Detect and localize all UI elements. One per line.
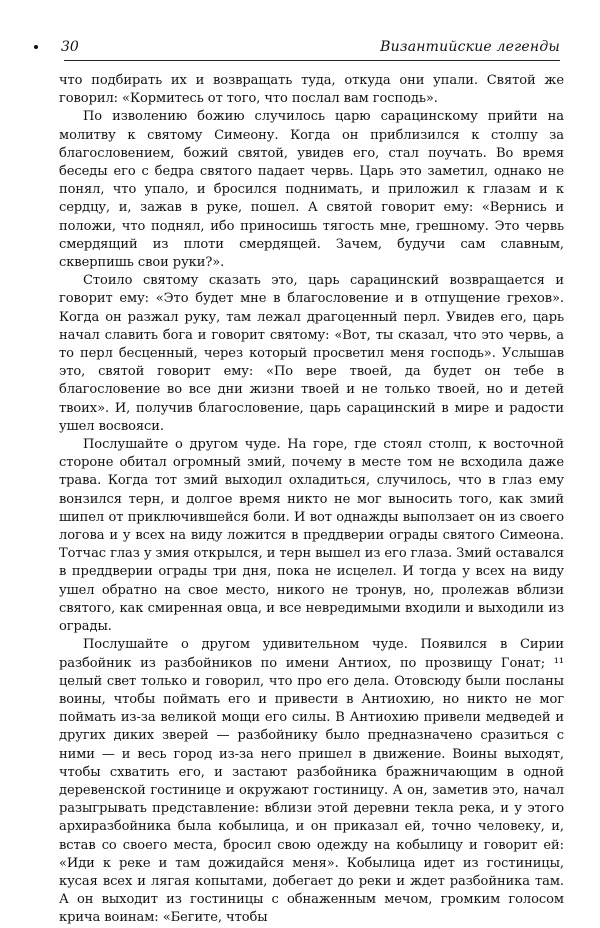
- page-number: 30: [61, 39, 79, 55]
- paragraph-serpent: Послушайте о другом чуде. На горе, где стоял столп, к восточной стороне обитал огромный змий, почему в месте том не всходила даже трава. Когда тот змий выходил охладиться, случилось, что в глаз ему вонзился терн, и долгое время никто не мог выносить того, как змий шипел от приключившейся боли. И вот однажды выползает он из своего логова и у всех на виду ложится в преддверии ограды святого Симеона. Тотчас глаз у змия открылся, и терн вышел из его глаза. Змий оставался в преддверии ограды три дня, пока не исцелел. И тогда у всех на виду ушел обратно на свое место, никого не тронув, но, пролежав вблизи святого, как смиренная овца, и все невредимыми входили и выходили из ограды.: [59, 437, 564, 635]
- header-rule: [64, 60, 560, 61]
- paragraph-tsar-and-worm: По изволению божию случилось царю сарацинскому прийти на молитву к святому Симеону. Когда он приблизился к столпу за благословением, божий святой, увидев его, стал поучать. Во время беседы его с бедра святого падает червь. Царь это заметил, однако не понял, что упало, и бросился поднимать, и приложил к глазам и к сердцу, и, зажав в руке, пошел. А святой говорит ему: «Вернись и положи, что поднял, ибо приносишь тягость мне, грешному. Это червь смердящий из плоти смердящей. Зачем, будучи сам славным, скверпишь свои руки?».: [59, 109, 564, 271]
- running-head: [34, 38, 560, 62]
- margin-bullet: [34, 45, 38, 49]
- paragraph-continuation: что подбирать их и возвращать туда, откуда они упали. Святой же говорил: «Кормитесь от того, что послал вам господь».: [59, 73, 564, 107]
- paragraph-pearl: Стоило святому сказать это, царь сарацинский возвращается и говорит ему: «Это будет мне в благословение и в отпущение грехов». Когда он разжал руку, там лежал драгоценный перл. Увидев его, царь начал славить бога и говорит святому: «Вот, ты сказал, что это червь, а то перл бесценный, через который просветил меня господь». Услышав это, святой говорит ему: «По вере твоей, да будет он тебе в благословение во все дни жизни твоей и не только твоей, но и детей твоих». И, получив благословение, царь сарацинский в мире и радости ушел восвояси.: [59, 273, 564, 434]
- paragraph-robber-antiochus: Послушайте о другом удивительном чуде. Появился в Сирии разбойник из разбойников по имени Антиох, по прозвищу Гонат; ¹¹ целый свет только и говорил, что про его дела. Отовсюду были посланы воины, чтобы поймать его и привести в Антиохию, но никто не мог поймать из-за великой мощи его силы. В Антиохию привели медведей и других диких зверей — разбойнику было предназначено сразиться с ними — и весь город из-за него пришел в движение. Воины выходят, чтобы схватить его, и застают разбойника бражничающим в одной деревенской гостинице и окружают гостиницу. А он, заметив это, начал разыгрывать представление: вблизи этой деревни текла река, и у этого архиразбойника была кобылица, и он приказал ей, точно человеку, и, встав со своего места, бросил свою одежду на кобылицу и говорит ей: «Иди к реке и там дожидайся меня». Кобылица идет из гостиницы, кусая всех и лягая копытами, добегает до реки и ждет разбойника там. А он выходит из гостиницы с обнаженным мечом, громким голосом крича воинам: «Бегите, чтобы: [59, 637, 564, 926]
- body-text: [59, 72, 564, 928]
- running-title: Византийские легенды: [380, 39, 560, 55]
